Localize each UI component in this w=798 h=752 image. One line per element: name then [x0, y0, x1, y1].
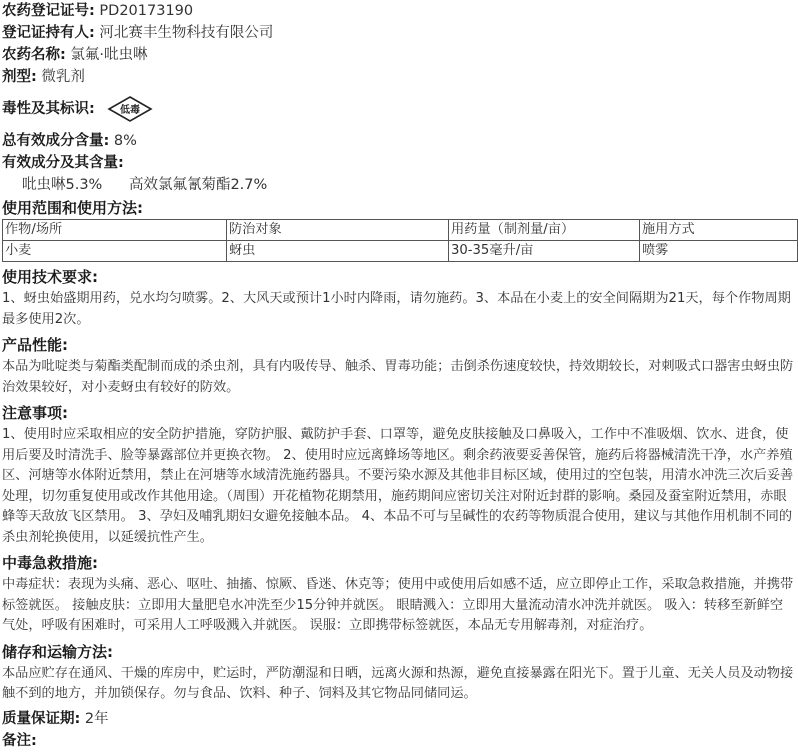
header-method: 施用方式: [640, 220, 798, 241]
storage-heading: 储存和运输方法:: [2, 642, 113, 661]
header-crop: 作物/场所: [3, 220, 227, 241]
holder-label: 登记证持有人:: [2, 25, 95, 41]
toxicity-row: [2, 88, 796, 130]
holder-company: 河北赛丰生物科技有限公司: [99, 25, 274, 41]
registration-row: [2, 0, 796, 22]
remarks-label: 备注:: [2, 732, 37, 749]
header-dosage: 用药量（制剂量/亩）: [449, 220, 640, 241]
cell-method: 喷雾: [640, 241, 798, 262]
ingredient-item: 高效氯氟氰菊酯2.7%: [128, 177, 268, 193]
registration-number: PD20173190: [99, 3, 194, 19]
storage-text: 本品应贮存在通风、干燥的库房中，贮运时，严防潮湿和日晒，远离火源和热源，避免直接暴露在阳光下。置于儿童、无关人员及动物接触不到的地方，并加锁保存。勿与食品、饮料、种子、饲料及其它物品同储同运。: [2, 665, 794, 701]
cell-crop: 小麦: [3, 241, 227, 262]
total-content-value: 8%: [113, 133, 137, 149]
low-toxicity-icon: [107, 95, 153, 123]
first-aid-text: 中毒症状：表现为头痛、恶心、呕吐、抽搐、惊厥、昏迷、休克等；使用中或使用后如感不适，应立即停止工作，采取急救措施，并携带标签就医。 接触皮肤：立即用大量肥皂水冲洗至少15分钟并就医。 眼睛溅入：立即用大量流动清水冲洗并就医。 吸入：转移至新鲜空气处，呼吸有困难时，可采用人工呼吸溅入并就医。 误服：立即携带标签就医，本品无专用解毒剂，对症治疗。: [2, 577, 794, 633]
shelf-life-row: [2, 708, 796, 730]
shelf-life-value: 2年: [84, 710, 109, 727]
name-row: [2, 44, 796, 66]
performance-heading: 产品性能:: [2, 336, 68, 354]
technique-text: 1、蚜虫始盛期用药，兑水均匀喷雾。2、大风天或预计1小时内降雨，请勿施药。3、本品在小麦上的安全间隔期为21天，每个作物周期最多使用2次。: [2, 291, 791, 327]
total-content-label: 总有效成分含量:: [2, 133, 110, 149]
toxicity-label: 毒性及其标识:: [2, 101, 95, 117]
performance-text: 本品为吡啶类与菊酯类配制而成的杀虫剂，具有内吸传导、触杀、胃毒功能；击倒杀伤速度较快，持效期较长，对刺吸式口器害虫蚜虫防治效果较好，对小麦蚜虫有较好的防效。: [2, 359, 794, 395]
holder-row: [2, 22, 796, 44]
header-target: 防治对象: [227, 220, 449, 241]
ingredients-heading-row: [2, 152, 796, 174]
ingredient-item: 吡虫啉5.3%: [22, 177, 103, 193]
registration-label: 农药登记证号:: [2, 3, 95, 19]
first-aid-heading: 中毒急救措施:: [2, 554, 98, 572]
usage-table: [2, 219, 798, 262]
ingredients-label: 有效成分及其含量:: [2, 155, 124, 171]
pesticide-name: 氯氟·吡虫啉: [70, 47, 148, 63]
toxicity-badge-text: 低毒: [119, 105, 140, 116]
usage-heading: 使用范围和使用方法:: [2, 199, 143, 217]
usage-table-header: [3, 220, 798, 241]
remarks-row: [2, 730, 796, 752]
table-row: [3, 241, 798, 262]
formulation-label: 剂型:: [2, 69, 37, 85]
formulation-row: [2, 66, 796, 88]
name-label: 农药名称:: [2, 47, 66, 63]
cell-dosage: 30-35毫升/亩: [449, 241, 640, 262]
precautions-text: 1、使用时应采取相应的安全防护措施，穿防护服、戴防护手套、口罩等，避免皮肤接触及口鼻吸入，工作中不准吸烟、饮水、进食，使用后要及时清洗手、脸等暴露部位并更换衣物。 2、使用时应远离蜂场等地区。剩余药液要妥善保管，施药后将器械清洗干净，水产养殖区、河塘等水体附近禁用，禁止在河塘等水域清洗施药器具。不要污染水源及其他非目标区域，使用过的空包装，用清水冲洗三次后妥善处理，切勿重复使用或改作其他用途。（周围）开花植物花期禁用，施药期间应密切关注对附近封群的影响。桑园及蚕室附近禁用，赤眼蜂等天敌放飞区禁用。 3、孕妇及哺乳期妇女避免接触本品。 4、本品不可与呈碱性的农药等物质混合使用，建议与其他作用机制不同的杀虫剂轮换使用，以延缓抗性产生。: [2, 427, 794, 545]
technique-heading: 使用技术要求:: [2, 268, 98, 286]
ingredients-list: [2, 174, 796, 196]
formulation-value: 微乳剂: [41, 69, 85, 85]
precautions-heading: 注意事项:: [2, 404, 68, 422]
cell-target: 蚜虫: [227, 241, 449, 262]
total-content-row: [2, 130, 796, 152]
shelf-life-label: 质量保证期:: [2, 710, 81, 727]
